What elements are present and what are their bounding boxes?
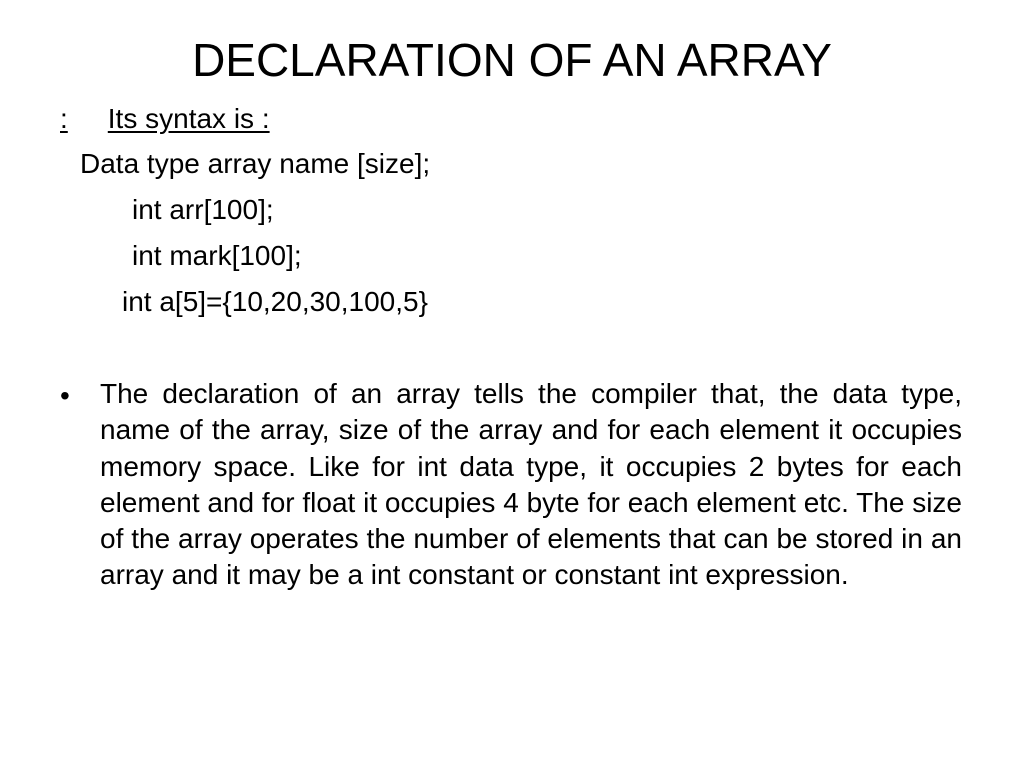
syntax-heading: Its syntax is :: [107, 103, 270, 134]
code-line-mark: int mark[100];: [132, 240, 302, 271]
code-line-initializer: int a[5]={10,20,30,100,5}: [122, 286, 428, 317]
syntax-marker: :: [60, 103, 68, 134]
slide-title: DECLARATION OF AN ARRAY: [192, 34, 832, 86]
bullet-dot: •: [60, 380, 70, 411]
code-line-declaration-form: Data type array name [size];: [80, 148, 431, 179]
bullet-paragraph: The declaration of an array tells the compiler that, the data type, name of the array, size of the array and for each element it occupies memory space. Like for int data type, it occupies 2 bytes for each element and for float it occupies 4 byte for each element etc. The size of the array operates the number of elements that can be stored in an array and it may be a int constant or constant int expression.: [100, 378, 962, 591]
code-line-arr: int arr[100];: [132, 194, 274, 225]
syntax-heading-line: [60, 101, 270, 137]
